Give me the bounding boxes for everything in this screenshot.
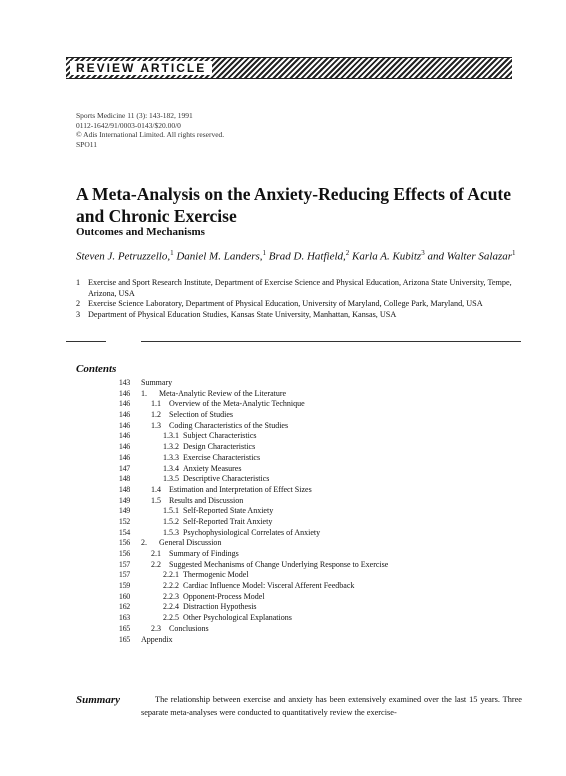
contents-entry-title: Thermogenic Model <box>183 570 249 580</box>
contents-entry-title: Descriptive Characteristics <box>183 474 270 484</box>
contents-entry-number: 2.1 <box>151 549 161 558</box>
author-affil-sup: 1 <box>170 249 174 257</box>
author-name: Daniel M. Landers, <box>176 250 263 263</box>
contents-entry <box>141 570 511 581</box>
contents-entry-number: 1.3.3 <box>163 452 179 462</box>
author-list <box>76 246 526 264</box>
contents-page-number: 162 <box>118 602 130 612</box>
contents-page-number: 149 <box>118 495 130 505</box>
contents-entry <box>141 624 511 635</box>
contents-entry <box>141 464 511 475</box>
contents-entry-title: Selection of Studies <box>169 410 233 420</box>
author-name: Brad D. Hatfield, <box>268 250 346 263</box>
contents-entry-title: Overview of the Meta-Analytic Technique <box>169 399 305 409</box>
contents-page-number: 146 <box>118 410 130 420</box>
banner-label: REVIEW ARTICLE <box>70 61 212 75</box>
contents-entry <box>141 528 511 539</box>
contents-entry-number: 2.3 <box>151 623 161 633</box>
review-article-banner <box>66 57 512 79</box>
contents-entry-number: 1.3.2 <box>163 442 179 452</box>
contents-entry <box>141 538 511 549</box>
contents-page-number: 146 <box>118 388 130 398</box>
journal-info <box>76 111 224 149</box>
contents-entry-title: Cardiac Influence Model: Visceral Afferent Feedback <box>183 581 355 591</box>
contents-entry-number: 1.3 <box>151 420 161 430</box>
contents-entry-title: General Discussion <box>159 538 222 548</box>
contents-page-number: 148 <box>118 484 130 494</box>
contents-entry-title: Appendix <box>141 634 173 644</box>
contents-page-number: 154 <box>118 527 130 537</box>
contents-list <box>141 378 511 645</box>
contents-page-number: 146 <box>118 399 130 409</box>
contents-entry-number: 1.1 <box>151 399 161 409</box>
author-name: Karla A. Kubitz <box>352 250 422 263</box>
contents-entry-number: 2.2.1 <box>163 570 179 580</box>
contents-entry-title: Summary <box>141 378 173 387</box>
contents-entry <box>141 549 511 560</box>
contents-page-number: 146 <box>118 452 130 462</box>
contents-entry <box>141 399 511 410</box>
contents-entry-title: Meta-Analytic Review of the Literature <box>159 388 287 398</box>
author-name: Walter Salazar <box>446 250 512 263</box>
contents-entry-number: 1.4 <box>151 484 161 494</box>
contents-entry-title: Opponent-Process Model <box>183 591 265 601</box>
contents-entry <box>141 442 511 453</box>
contents-page-number: 163 <box>118 613 130 623</box>
article-code: SPO11 <box>76 139 97 149</box>
affiliation <box>76 299 526 310</box>
contents-entry <box>141 602 511 613</box>
contents-entry-title: Anxiety Measures <box>183 463 242 473</box>
contents-page-number: 147 <box>118 463 130 473</box>
contents-entry <box>141 431 511 442</box>
contents-page-number: 165 <box>118 623 130 633</box>
contents-entry <box>141 421 511 432</box>
contents-entry-number: 1.2 <box>151 410 161 420</box>
contents-entry <box>141 635 511 646</box>
contents-entry-title: Suggested Mechanisms of Change Underlying Response to Exercise <box>169 559 389 569</box>
affiliation-text: Department of Physical Education Studies, Kansas State University, Manhattan, Kansas, USA <box>88 309 397 319</box>
article-title: A Meta-Analysis on the Anxiety-Reducing Effects of Acute and Chronic Exercise <box>76 184 512 226</box>
contents-entry <box>141 485 511 496</box>
contents-entry-number: 2. <box>141 538 147 548</box>
contents-entry-title: Results and Discussion <box>169 495 244 505</box>
journal-issn: 0112-1642/91/0003-0143/$20.00/0 <box>76 120 181 130</box>
summary-heading: Summary <box>76 694 121 706</box>
contents-page-number: 159 <box>118 581 130 591</box>
contents-entry-title: Distraction Hypothesis <box>183 602 257 612</box>
contents-entry <box>141 581 511 592</box>
contents-entry <box>141 496 511 507</box>
contents-page-number: 143 <box>118 378 130 387</box>
contents-entry-number: 2.2.3 <box>163 591 179 601</box>
contents-entry-title: Other Psychological Explanations <box>183 613 292 623</box>
contents-entry-number: 1.3.1 <box>163 431 179 441</box>
contents-entry-title: Psychophysiological Correlates of Anxiety <box>183 527 321 537</box>
contents-page-number: 156 <box>118 538 130 548</box>
contents-entry-title: Estimation and Interpretation of Effect Sizes <box>169 484 312 494</box>
article-subtitle: Outcomes and Mechanisms <box>76 226 205 238</box>
contents-entry <box>141 560 511 571</box>
contents-entry <box>141 506 511 517</box>
contents-page-number: 157 <box>118 570 130 580</box>
contents-entry <box>141 592 511 603</box>
contents-entry-number: 1.5 <box>151 495 161 505</box>
contents-entry <box>141 613 511 624</box>
affiliation-text: Exercise and Sport Research Institute, Department of Exercise Science and Physical Education, Arizona State University, Tempe, Arizona, USA <box>88 278 512 298</box>
contents-heading: Contents <box>76 363 117 375</box>
contents-entry-title: Conclusions <box>169 623 209 633</box>
contents-entry-number: 1.5.3 <box>163 527 179 537</box>
contents-entry <box>141 410 511 421</box>
contents-entry-number: 2.2.2 <box>163 581 179 591</box>
contents-page-number: 156 <box>118 549 130 558</box>
contents-page-number: 152 <box>118 516 130 526</box>
contents-entry-number: 1.5.2 <box>163 516 179 526</box>
contents-entry-number: 1.3.4 <box>163 463 179 473</box>
contents-page-number: 146 <box>118 420 130 430</box>
contents-entry-title: Self-Reported State Anxiety <box>183 506 274 516</box>
contents-entry-number: 1.3.5 <box>163 474 179 484</box>
affiliation-number: 1 <box>76 278 81 287</box>
contents-entry-number: 2.2.5 <box>163 613 179 623</box>
contents-entry <box>141 378 511 389</box>
contents-entry-number: 1.5.1 <box>163 506 179 516</box>
journal-citation: Sports Medicine 11 (3): 143-182, 1991 <box>76 111 193 120</box>
contents-entry-title: Exercise Characteristics <box>183 452 261 462</box>
author-name: Steven J. Petruzzello, <box>76 250 171 263</box>
contents-page-number: 149 <box>118 506 130 516</box>
affiliation-number: 3 <box>76 309 81 319</box>
contents-entry-title: Subject Characteristics <box>183 431 257 441</box>
contents-entry-number: 1. <box>141 388 147 398</box>
contents-entry-number: 2.2.4 <box>163 602 179 612</box>
copyright-line: © Adis International Limited. All rights reserved. <box>76 130 225 139</box>
contents-entry <box>141 389 511 400</box>
contents-page-number: 146 <box>118 431 130 441</box>
contents-entry-title: Design Characteristics <box>183 442 256 452</box>
contents-entry <box>141 474 511 485</box>
contents-entry <box>141 517 511 528</box>
affiliation-text: Exercise Science Laboratory, Department of Physical Education, University of Maryland, College Park, Maryland, USA <box>88 299 483 309</box>
contents-page-number: 148 <box>118 474 130 484</box>
contents-entry-title: Self-Reported Trait Anxiety <box>183 516 273 526</box>
affiliation-number: 2 <box>76 299 81 309</box>
author-conjunction: and <box>427 250 444 263</box>
contents-page-number: 146 <box>118 442 130 452</box>
contents-entry <box>141 453 511 464</box>
contents-page-number: 157 <box>118 559 130 569</box>
author-affil-sup: 3 <box>421 249 425 257</box>
author-affil-sup: 1 <box>262 249 267 257</box>
summary-text: The relationship between exercise and anxiety has been extensively examined over the last 15 years. Three separate meta-analyses were conducted to quantitatively review the exercise- <box>141 695 522 717</box>
contents-entry-title: Summary of Findings <box>169 549 239 558</box>
contents-entry-title: Coding Characteristics of the Studies <box>169 420 289 430</box>
divider-left <box>66 341 106 342</box>
divider-right <box>141 341 521 342</box>
contents-page-numbers <box>76 378 130 645</box>
contents-page-number: 165 <box>118 634 130 644</box>
contents-entry-number: 2.2 <box>151 559 161 569</box>
author-affil-sup: 2 <box>345 249 350 257</box>
author-affil-sup: 1 <box>512 249 516 257</box>
affiliation <box>76 310 526 321</box>
contents-page-number: 160 <box>118 591 130 601</box>
affiliation-list <box>76 278 526 320</box>
affiliation <box>76 278 526 299</box>
